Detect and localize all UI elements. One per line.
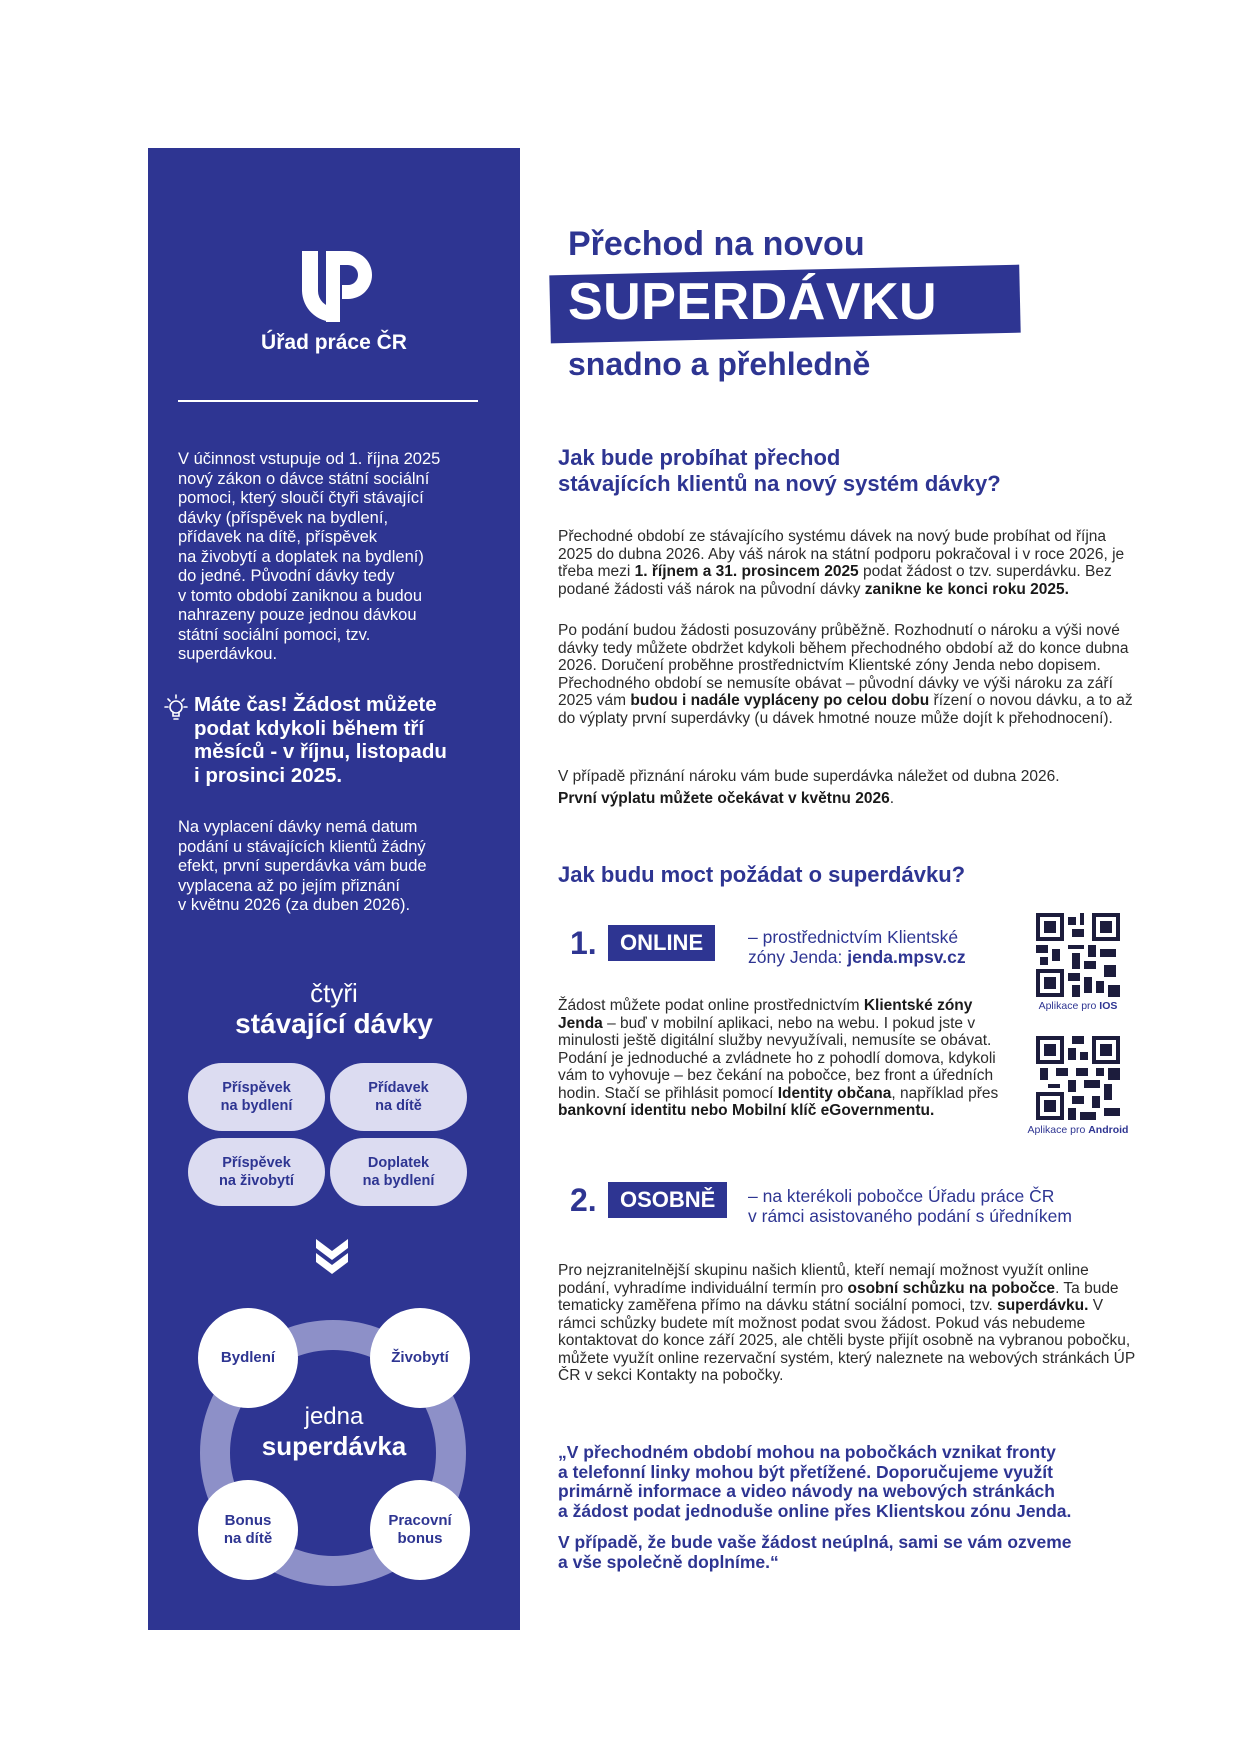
section1-paragraph-2 bbox=[558, 622, 1143, 727]
osobne-description: – na kterékoli pobočce Úřadu práce ČR v rámci asistovaného podání s úředníkem bbox=[748, 1186, 1072, 1226]
qr-code-ios-icon[interactable] bbox=[1036, 913, 1120, 997]
double-chevron-down-icon bbox=[310, 1233, 354, 1277]
text-span: , například přes bbox=[891, 1084, 999, 1102]
text-span: řízení o novou dávku, a to až do výplaty první superdávky (u dávek hmotné nouze může dojít k přehodnocení). bbox=[558, 692, 1133, 727]
circle-bydleni: Bydlení bbox=[198, 1308, 298, 1408]
main-content bbox=[558, 0, 1241, 1755]
text-span: Žádost můžete podat online prostřednictvím bbox=[558, 997, 864, 1014]
ring-label-light: jedna bbox=[304, 1403, 364, 1430]
sidebar-note: Na vyplacení dávky nemá datum podání u stávajících klientů žádný efekt, první superdávka vám bude vyplacena až po jejím přiznání v květnu 2026 (za duben 2026). bbox=[178, 818, 427, 914]
pill-prispevek-na-bydleni: Příspěvek na bydlení bbox=[188, 1063, 325, 1131]
sidebar-highlight: Máte čas! Žádost můžete podat kdykoli během tří měsíců - v říjnu, listopadu i prosinci 2025. bbox=[194, 693, 447, 787]
step-number-2: 2. bbox=[570, 1182, 597, 1218]
text-span: Přechodné období ze stávajícího systému dávek na nový bude probíhat od října 2025 do dubna 2026. Aby váš nárok na státní podporu pokračoval i v roce 2026, je třeba mezi bbox=[558, 528, 1125, 580]
section1-paragraph-1 bbox=[558, 528, 1143, 598]
bold-text: superdávku. bbox=[997, 1297, 1089, 1314]
text-span: . Ta bude tematicky zaměřena přímo na dávku státní sociální pomoci, tzv. bbox=[558, 1279, 1119, 1314]
circle-pracovni-bonus: Pracovní bonus bbox=[370, 1480, 470, 1580]
text-span: – prostřednictvím Klientské zóny Jenda: bbox=[748, 927, 959, 967]
online-description bbox=[748, 927, 1028, 967]
sidebar-divider bbox=[178, 400, 478, 402]
bold-text: 1. říjnem a 31. prosincem 2025 bbox=[634, 563, 859, 580]
text-line bbox=[558, 790, 1143, 808]
title-line-2: SUPERDÁVKU bbox=[568, 273, 938, 331]
bold-text: Android bbox=[1088, 1124, 1129, 1136]
bold-text: bankovní identitu nebo Mobilní klíč eGovernmentu. bbox=[558, 1102, 935, 1119]
quote-paragraph-1: „V přechodném období mohou na pobočkách vznikat fronty a telefonní linky mohou být přetížené. Doporučujeme využít primárně informace a video návody na webových stránkách a žádost podat jednoduše online přes Klientskou zónu Jenda. bbox=[558, 1442, 1072, 1521]
pill-prispevek-na-zivobyti: Příspěvek na živobytí bbox=[188, 1138, 325, 1206]
text-span: Aplikace pro bbox=[1038, 1000, 1100, 1012]
circle-zivobyti: Živobytí bbox=[370, 1308, 470, 1408]
four-benefits-title: stávající dávky bbox=[235, 1008, 433, 1039]
bold-text: zanikne ke konci roku 2025. bbox=[864, 580, 1069, 598]
text-span: Pro nejzranitelnější skupinu našich klientů, kteří nemají možnost využít online podání, vyhradíme individuální termín pro bbox=[558, 1262, 1089, 1297]
step-number-1: 1. bbox=[570, 925, 597, 961]
text-line: V případě přiznání nároku vám bude superdávka náležet od dubna 2026. bbox=[558, 768, 1060, 785]
quote-paragraph-2: V případě, že bude vaše žádost neúplná, sami se vám ozveme a vše společně doplníme.“ bbox=[558, 1532, 1072, 1572]
lightbulb-icon bbox=[160, 692, 192, 724]
urad-prace-logo-icon bbox=[298, 247, 378, 322]
bold-text: IOS bbox=[1099, 1000, 1118, 1012]
bold-text: Identity občana bbox=[777, 1084, 892, 1102]
four-benefits-label: čtyři bbox=[310, 978, 358, 1008]
sidebar-intro-text: V účinnost vstupuje od 1. října 2025 nový zákon o dávce státní sociální pomoci, který sloučí čtyři stávající dávky (příspěvek na bydlení, přídavek na dítě, příspěvek na živobytí a doplatek na bydlení) do jedné. Původní dávky tedy v tomto období zaniknou a budou nahrazeny pouze jednou dávkou státní sociální pomoci, tzv. superdávkou. bbox=[178, 450, 441, 663]
section2-heading: Jak budu moct požádat o superdávku? bbox=[558, 862, 966, 887]
osobne-paragraph bbox=[558, 1262, 1143, 1385]
osobne-tag: OSOBNĚ bbox=[608, 1182, 727, 1218]
qr-code-android-icon[interactable] bbox=[1036, 1036, 1120, 1120]
pill-doplatek-na-bydleni: Doplatek na bydlení bbox=[330, 1138, 467, 1206]
qr-android-caption bbox=[1018, 1124, 1138, 1136]
ring-label-bold: superdávka bbox=[261, 1431, 407, 1461]
logo-text: Úřad práce ČR bbox=[261, 331, 407, 354]
section1-paragraph-3 bbox=[558, 768, 1143, 807]
text-span: Po podání budou žádosti posuzovány průběžně. Rozhodnutí o nároku a výši nové dávky tedy můžete obdržet kdykoli během přechodného období až do konce dubna 2026. Doručení proběhne prostřednictvím Klientské zóny Jenda nebo dopisem. Přechodného období se nemusíte obávat – původní dávky ve výši nároku za září 2025 vám bbox=[558, 622, 1129, 709]
title-line-1: Přechod na novou bbox=[568, 225, 865, 263]
text-span: – buď v mobilní aplikaci, nebo na webu. I pokud jste v minulosti ještě digitální služby nevyužívali, nemusíte se obávat. Podání je jednoduché a zvládnete ho z pohodlí domova, kdykoli vám to vyhovuje – bez čekání na pobočce, bez front a úředních hodin. Stačí se přihlásit pomocí bbox=[558, 1014, 996, 1102]
circle-bonus-na-dite: Bonus na dítě bbox=[198, 1480, 298, 1580]
online-paragraph bbox=[558, 997, 1013, 1120]
bold-text: budou i nadále vypláceny po celou dobu bbox=[630, 692, 930, 709]
bold-text: První výplatu můžete očekávat v květnu 2026 bbox=[558, 789, 890, 807]
text-span: podat žádost o tzv. superdávku. Bez podané žádosti váš nárok na původní dávky bbox=[558, 563, 1112, 598]
bold-text: osobní schůzku na pobočce bbox=[847, 1279, 1056, 1297]
text-span: Aplikace pro bbox=[1027, 1124, 1089, 1136]
bold-text: Klientské zóny Jenda bbox=[558, 997, 973, 1032]
qr-ios-caption bbox=[1018, 1000, 1138, 1012]
text-span: . bbox=[889, 789, 894, 807]
online-tag: ONLINE bbox=[608, 925, 715, 961]
title-line-3: snadno a přehledně bbox=[568, 346, 871, 382]
section1-heading: Jak bude probíhat přechod stávajících klientů na nový systém dávky? bbox=[558, 445, 1001, 496]
sidebar-panel bbox=[148, 148, 520, 1630]
jenda-link[interactable]: jenda.mpsv.cz bbox=[847, 947, 966, 967]
text-span: V rámci schůzky budete mít možnost podat svou žádost. Pokud vás nebudeme kontaktovat do konce září 2025, ale chtěli byste přijít osobně na vybranou pobočku, můžete využít online rezervační systém, který naleznete na webových stránkách ÚP ČR v sekci Kontakty na pobočky. bbox=[558, 1297, 1135, 1384]
pill-pridavek-na-dite: Přídavek na dítě bbox=[330, 1063, 467, 1131]
